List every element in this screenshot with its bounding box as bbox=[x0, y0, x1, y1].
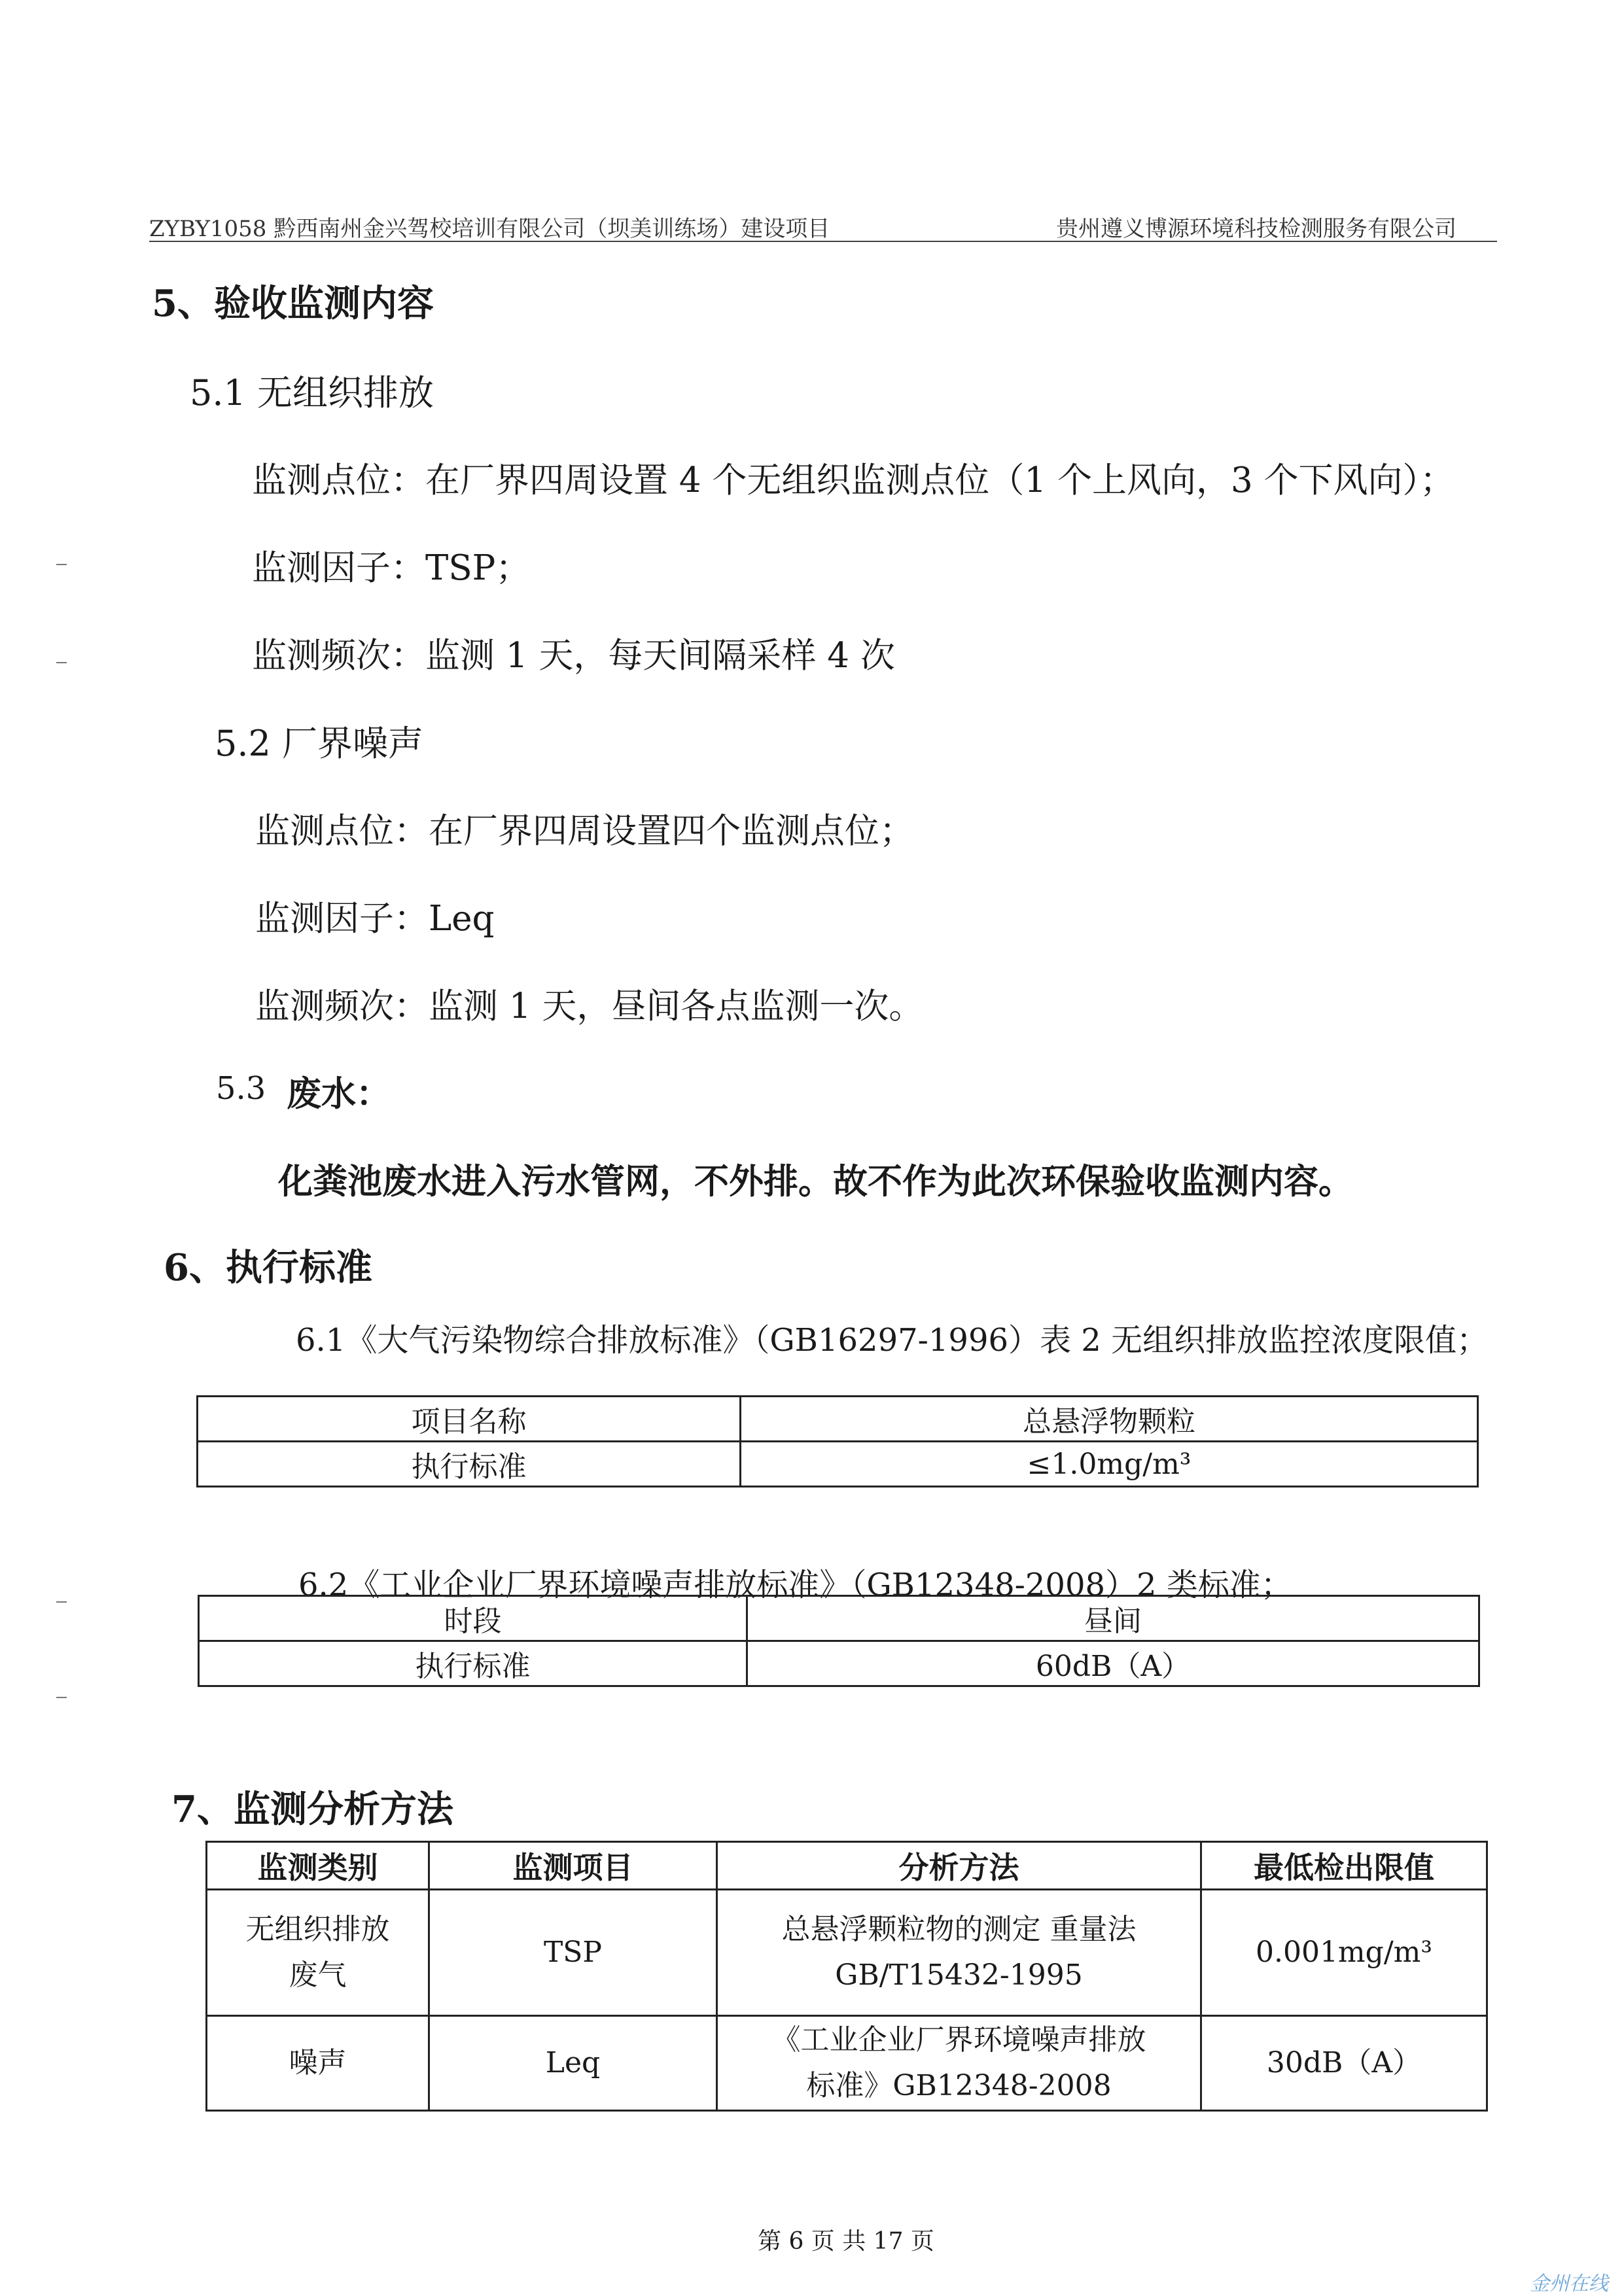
header-project-title: ZYBY1058 黔西南州金兴驾校培训有限公司（坝美训练场）建设项目 bbox=[149, 216, 830, 242]
section-6-title: 6、执行标准 bbox=[164, 1246, 372, 1289]
table-cell: 噪声 bbox=[207, 2016, 429, 2111]
scan-mark bbox=[56, 662, 67, 663]
section-5-2-factor: 监测因子：Leq bbox=[255, 899, 495, 939]
table-header: 监测项目 bbox=[429, 1842, 717, 1890]
section-5-2-points: 监测点位：在厂界四周设置四个监测点位； bbox=[255, 811, 914, 851]
table-cell: 60dB（A） bbox=[747, 1641, 1479, 1686]
header-company-name: 贵州遵义博源环境科技检测服务有限公司 bbox=[1056, 216, 1456, 242]
table-cell: 昼间 bbox=[747, 1596, 1479, 1641]
section-6-2-caption: 6.2《工业企业厂界环境噪声排放标准》（GB12348-2008）2 类标准； bbox=[298, 1567, 1292, 1603]
section-5-1-points: 监测点位：在厂界四周设置 4 个无组织监测点位（1 个上风向，3 个下风向）； bbox=[252, 461, 1455, 500]
table-row bbox=[207, 1890, 1487, 2016]
section-5-2-title: 5.2 厂界噪声 bbox=[215, 723, 424, 764]
table-row bbox=[207, 2016, 1487, 2111]
section-5-title: 5、验收监测内容 bbox=[152, 282, 434, 325]
table-cell: 项目名称 bbox=[198, 1397, 741, 1442]
table-cell: 时段 bbox=[199, 1596, 747, 1641]
analysis-method-table bbox=[205, 1841, 1488, 2112]
table-cell: ≤1.0mg/m³ bbox=[741, 1442, 1478, 1487]
table-row bbox=[199, 1641, 1479, 1686]
table-cell: 《工业企业厂界环境噪声排放 标准》GB12348-2008 bbox=[717, 2016, 1201, 2111]
scan-mark bbox=[56, 564, 67, 565]
table-cell: 执行标准 bbox=[198, 1442, 741, 1487]
section-5-3-text: 化粪池废水进入污水管网，不外排。故不作为此次环保验收监测内容。 bbox=[278, 1161, 1353, 1202]
section-5-1-factor: 监测因子：TSP； bbox=[252, 548, 531, 588]
table-cell: 30dB（A） bbox=[1201, 2016, 1487, 2111]
table-cell: 无组织排放 废气 bbox=[207, 1890, 429, 2016]
scan-mark bbox=[56, 1601, 67, 1603]
page-number: 第 6 页 共 17 页 bbox=[758, 2228, 934, 2255]
section-5-1-title: 5.1 无组织排放 bbox=[190, 372, 434, 413]
table-header: 最低检出限值 bbox=[1201, 1842, 1487, 1890]
section-6-1-caption: 6.1《大气污染物综合排放标准》（GB16297-1996）表 2 无组织排放监控浓度限值； bbox=[296, 1322, 1489, 1359]
watermark-logo: 金州在线 bbox=[1530, 2272, 1608, 2295]
table-cell: Leq bbox=[429, 2016, 717, 2111]
table-cell: 总悬浮物颗粒 bbox=[741, 1397, 1478, 1442]
table-cell: 执行标准 bbox=[199, 1641, 747, 1686]
table-cell: TSP bbox=[429, 1890, 717, 2016]
table-header-row bbox=[207, 1842, 1487, 1890]
section-5-1-frequency: 监测频次：监测 1 天，每天间隔采样 4 次 bbox=[252, 636, 895, 676]
table-header: 分析方法 bbox=[717, 1842, 1201, 1890]
section-5-3-title: 废水： bbox=[287, 1073, 391, 1114]
section-5-2-frequency: 监测频次：监测 1 天，昼间各点监测一次。 bbox=[255, 986, 924, 1026]
table-cell: 总悬浮颗粒物的测定 重量法 GB/T15432-1995 bbox=[717, 1890, 1201, 2016]
noise-standard-table bbox=[198, 1595, 1480, 1687]
table-row bbox=[199, 1596, 1479, 1641]
table-row bbox=[198, 1442, 1478, 1487]
table-header: 监测类别 bbox=[207, 1842, 429, 1890]
header-divider bbox=[149, 241, 1497, 242]
table-cell: 0.001mg/m³ bbox=[1201, 1890, 1487, 2016]
table-row bbox=[198, 1397, 1478, 1442]
section-7-title: 7、监测分析方法 bbox=[171, 1788, 453, 1831]
section-5-3-number: 5.3 bbox=[216, 1070, 266, 1107]
scan-mark bbox=[56, 1697, 67, 1698]
air-standard-table bbox=[196, 1395, 1479, 1487]
